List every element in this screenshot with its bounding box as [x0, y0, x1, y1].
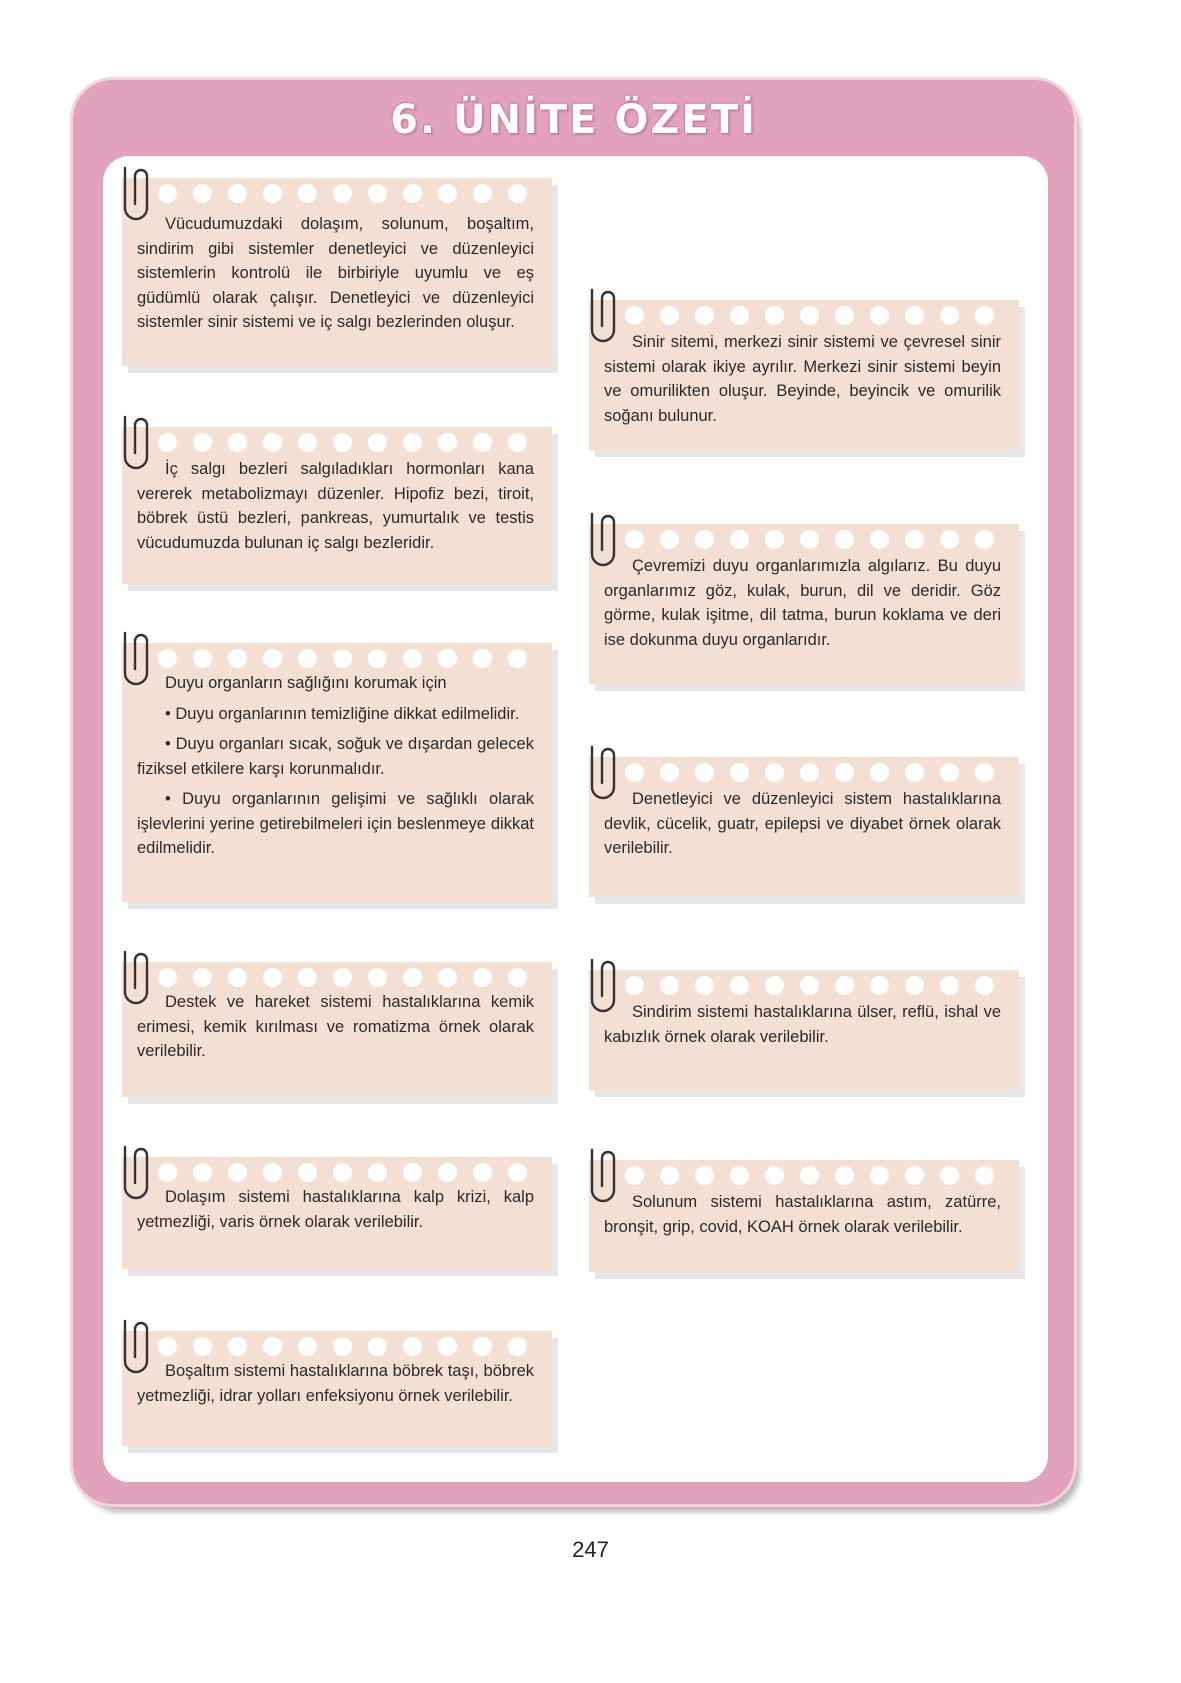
note-holes	[625, 530, 994, 550]
note-holes	[158, 433, 527, 453]
note-card	[589, 970, 1019, 1090]
note-text: Destek ve hareket sistemi hastalıklarına kemik erimesi, kemik kırılması ve romatizma örnek olarak verilebilir.	[137, 993, 534, 1060]
note-text: Çevremizi duyu organlarımızla algılarız. Bu duyu organlarımız göz, kulak, burun, dil ve deridir. Göz görme, kulak işitme, dil tatma, burun koklama ve deri ise dokunma duyu organlarıdır.	[604, 557, 1001, 649]
note-card	[122, 427, 552, 584]
note-holes	[625, 1166, 994, 1186]
note-card	[122, 1331, 552, 1446]
page-number: 247	[572, 1537, 609, 1562]
note-text: Duyu organların sağlığını korumak için	[165, 674, 447, 692]
note-card	[589, 757, 1019, 897]
note-holes	[158, 649, 527, 669]
note-holes	[625, 763, 994, 783]
note-text: Sindirim sistemi hastalıklarına ülser, reflü, ishal ve kabızlık örnek olarak verilebilir.	[604, 1003, 1001, 1046]
note-card	[122, 178, 552, 366]
list-item: • Duyu organlarının gelişimi ve sağlıklı olarak işlevlerini yerine getirebilmeleri için beslenmeye dikkat edilmelidir.	[137, 790, 534, 857]
unit-summary-title: 6. ÜNİTE ÖZETİ	[390, 97, 757, 143]
note-card	[589, 300, 1019, 450]
list-item: • Duyu organları sıcak, soğuk ve dışardan gelecek fiziksel etkilere karşı korunmalıdır.	[137, 735, 534, 778]
note-card	[122, 643, 552, 902]
note-text: Boşaltım sistemi hastalıklarına böbrek taşı, böbrek yetmezliği, idrar yolları enfeksiyonu örnek verilebilir.	[137, 1362, 534, 1405]
note-text: Solunum sistemi hastalıklarına astım, zatürre, bronşit, grip, covid, KOAH örnek olarak verilebilir.	[604, 1193, 1001, 1236]
note-card	[122, 962, 552, 1097]
note-text: Sinir sitemi, merkezi sinir sistemi ve çevresel sinir sistemi olarak ikiye ayrılır. Merkezi sinir sistemi beyin ve omurilikten oluşur. Beyinde, beyincik ve omurilik soğanı bulunur.	[604, 333, 1001, 425]
note-text: Dolaşım sistemi hastalıklarına kalp krizi, kalp yetmezliği, varis örnek olarak verilebilir.	[137, 1188, 534, 1231]
list-item: • Duyu organlarının temizliğine dikkat edilmelidir.	[165, 704, 520, 723]
note-holes	[625, 306, 994, 326]
note-holes	[158, 184, 527, 204]
note-holes	[625, 976, 994, 996]
note-text: Vücudumuzdaki dolaşım, solunum, boşaltım, sindirim gibi sistemler denetleyici ve düzenleyici sistemlerin kontrolü ile birbiriyle uyumlu ve eş güdümlü olarak çalışır. Denetleyici ve düzenleyici sistemler sinir sistemi ve iç salgı bezlerinden oluşur.	[137, 215, 534, 331]
note-holes	[158, 968, 527, 988]
note-holes	[158, 1163, 527, 1183]
note-holes	[158, 1337, 527, 1357]
note-text: Denetleyici ve düzenleyici sistem hastalıklarına devlik, cücelik, guatr, epilepsi ve diyabet örnek olarak verilebilir.	[604, 790, 1001, 857]
note-card	[589, 524, 1019, 684]
note-card	[589, 1160, 1019, 1272]
note-card	[122, 1157, 552, 1269]
note-text: İç salgı bezleri salgıladıkları hormonları kana vererek metabolizmayı düzenler. Hipofiz bezi, tiroit, böbrek üstü bezleri, pankreas, yumurtalık ve testis vücudumuzda bulunan iç salgı bezleridir.	[137, 460, 534, 552]
